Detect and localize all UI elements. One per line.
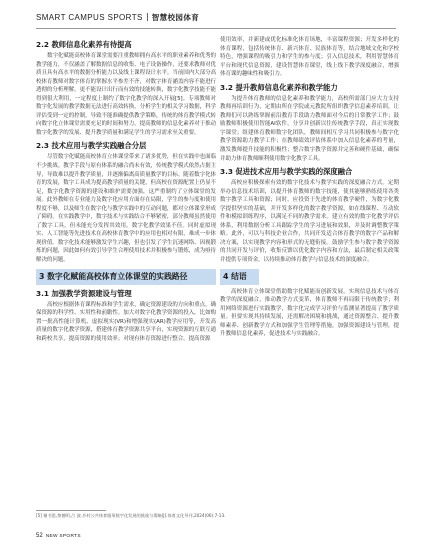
paragraph-4: 高校体育立体课堂借助数字化赋能而创新发展，实现信息技术与体育教学的深度融合，推动教学方式变革，体育教师不再局限于传统教学；利用网络资源进行实践教学，数字化完成学习评价与监测显著提高了教学质量。但要实现其持续发展，还需解决困境和挑战，通过资源整合、提升教师素养、创新教学方式和加强学生管理等措施，加强资源建设与管理，提升教师信息化素养，促进技术与实践融合。 (220, 288, 399, 338)
paragraph-2-3: 尽管数字化赋能高校体育立体课堂带来了诸多优势，但在实践中也面临不少挑战。教学手段与原有体系的融合尚未有效，传统教学模式依然占据主导，导致难以提升教学质量，并逐渐偏离高质量教学的目标。随着数字化体育的发展，数字工具成为提高教学质量的关键，但高校在资源配置上仍显不足，数字化教学资源的建设和维护需要加强，这严重制约了立体课堂的发展。此外教师在专业能力及数字化应用方面存在局限，学生的参与度和使用程度不够，以及师生在数字化与教学实践中的互动问题，都对立体课堂形成了障碍。在实践教学中，数字技术与实践结合不够紧密，部分教师虽然使用了数字工具，但未能充分发挥其效用，数字化教学效果不佳。同时虚拟现实、人工智能等先进技术在高校体育教学中的应用也相对有限，难成一步体现价值。数字化技术能够激发学生兴趣，但也引发了学生沉迷网络、因视锻炼的问题，因此如何有效引导学生合理使用技术并积极参与锻炼，成为亟待解决的问题。 (36, 154, 216, 264)
paragraph-3-2: 为提升体育教师的信息化素养和教学能力，高校所需部门应大力支持教师再培训行为，定期由所在学院或元教院所组织教学信息素养培训，让教师们可以熟练掌握前沿教育手段助力教师面对今后的日常教学工作；鼓励教师积极使用智能AI软件，分享并创新以往传统教学手段，真正实现数字课堂；组建体育教师数字化团队，教师间相互学习共同积极参与数字化教学资源助力教学工作；在教师绩效评估体系中加入信息化素养的考量，激发教师提升技能的积极性；整合数字教学资源并完善和硬件基础，确保并助力体育教师顺利使用数字化教学工具。 (220, 95, 399, 162)
paragraph-3-1-continued: 使用效率，并新建或优化标准化体育场地，丰富课程资源；开发多样化的体育课程，包括传统体育、新兴体育、民族体育等，结合地域文化和学校特色，增强课程的吸引力和学生的参与度；引入信息技术，利用智慧体育平台和现代信息资源，建设智慧体育课堂，线上线下教学深度融合，增强体育课的趣味性和吸引力。 (220, 37, 399, 78)
heading-3-1: 3.1 加强教学资源建设与管理 (36, 288, 132, 298)
footnote: [5] 谢书恩,黎德明,吕 波.乡村公共体育服务数字化发展的挑战与策略[J].体育文化导刊,2024(06):7-13. (36, 513, 226, 518)
running-header (36, 10, 396, 26)
header-divider (147, 13, 148, 21)
folio-magazine: NEW SPORTS (45, 534, 81, 539)
footnote-rule (36, 510, 106, 511)
heading-3-3: 3.3 促进技术应用与教学实践的深度融合 (220, 167, 353, 177)
paragraph-3-3: 高校应积极探索有效的数字化技术与教学实践的深度融合方式。定期举办信息技术培训，以提升体育教师的数字技能，使其能够熟练使用各类数字教学工具和资源；同时，应投资于先进的体育教学硬件，为数字化教学提供坚实的基础，并开发多样化的数字教学资源，如在线课程、互动软件和模拟训练程序，以满足不同的教学需求。建立有效的数字化教学评估体系，利用数据分析工具跟踪学生的学习进展和效果，并及时调整教学策略。此外，可以与科技企业合作，共同开发适合体育教学的数字产品和解决方案，以实现教学内容和形式的无缝衔接。鼓励学生参与数字教学资源的共同开发与评价，收集反馈以优化数字内容和方法，最后制定相关政策并提供专项资金，以持续推动体育教学与信息技术的深度融合。 (220, 180, 399, 264)
page-number: 52 (36, 533, 43, 539)
page-folio (36, 533, 81, 539)
heading-3-2: 3.2 提升教师信息化素养和教学能力 (220, 82, 338, 92)
section-3-banner: 3 数字化赋能高校体育立体课堂的实践路径 (36, 269, 216, 285)
header-rule (36, 28, 396, 29)
heading-2-2: 2.2 教师信息化素养有待提高 (36, 40, 132, 49)
paragraph-3-1: 高校应根据体育课程标准和学生需求，确定资源建设的方向和重点，确保资源的科学性、实用性和前瞻性。加大对数字化教学资源的投入，比如购置一批高性能计算机、虚拟现实(VR)和增强现实(AR)教学应用等，开发高质量的数字化教学资源，搭建体育教学资源共享平台，实现资源的互联互通和跨校共享，提高资源的使用效率；对现有体育资源进行整合，提高资源 (36, 301, 216, 342)
right-column (220, 36, 399, 506)
magazine-name: SMART CAMPUS SPORTS (36, 13, 143, 22)
left-column (36, 36, 216, 506)
section-name: 智慧校园体育 (151, 13, 200, 22)
heading-2-3: 2.3 技术应用与教学实践融合分层 (36, 141, 147, 151)
paragraph-2-2: 数字化赋能高校体育课堂需要注重教师拥有高水平的职业素养和优秀的教学能力，不仅涵盖了解数据信息的收集、电子设备操作，还要求教师对优质且具有高水平的数据分析能力以及线上课程设计水平。当前国内大部分高校体育教师对数字体育的掌握水平参差不齐，对数字体育涵盖内容不能进行透彻的分析理解，更不能设计出行而有效的技能转换，数字化教学技能不能得到很大利用，一定程度上制约了数字化教学的深入开展[5]。专项教师对数字化发展的教学数据无法进行高效转换，分析学生的相关学习数据，科学评估受到一定的控制，导致不能准确提供教学策略，传统的体育教学模式转向数字化立体课堂需要充足的时间和努力，提高教师的信息化素养对于推动数字化教学的发展、提升教学质量和满足学生的学习需求至关重要。 (36, 53, 216, 136)
section-4-banner: 4 结语 (220, 269, 259, 285)
